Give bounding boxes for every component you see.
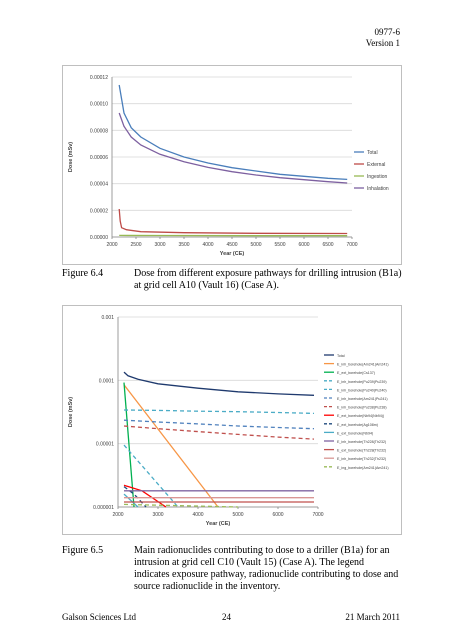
legend-label: Total <box>337 354 345 358</box>
legend-label: Ingestion <box>367 174 388 180</box>
legend-label: E_inh_borehole(Pu239(Pu239) <box>337 379 387 384</box>
x-tick-label: 7000 <box>312 512 324 518</box>
y-tick-label: 0.00008 <box>89 128 108 135</box>
y-tick-label: 0.00004 <box>89 181 108 188</box>
caption-number: Figure 6.4 <box>62 268 104 279</box>
footer-company: Galson Sciences Ltd <box>62 612 136 622</box>
legend-label: E_ing_borehole(Am241(Am241) <box>337 465 389 470</box>
figure-6-4-caption <box>62 268 402 296</box>
legend-label: E_inh_borehole(Am241(Pu241) <box>337 397 388 401</box>
legend-label: E_ext_borehole(Nb94(Nb94)) <box>337 414 385 419</box>
x-tick-label: 5500 <box>274 242 286 248</box>
legend-label: E_inh_borehole(Th228(Th232) <box>337 440 387 444</box>
pathway-dose-chart <box>62 65 402 265</box>
y-tick-label: 0.00000 <box>89 235 108 241</box>
x-tick-label: 7000 <box>346 242 358 248</box>
legend-label: E_ext_borehole(Cs137) <box>337 371 375 376</box>
document-header <box>366 27 400 49</box>
chart-border <box>63 306 402 535</box>
caption-text: Main radionuclides contributing to dose to a driller (B1a) for an intrusion at grid cell C10 (Vault 15) (Case A). The legend indicates exposure pathway, radionuclide contributing to dose and source radionuclide in the inventory. <box>134 545 399 592</box>
y-tick-label: 0.0001 <box>98 378 114 385</box>
x-tick-label: 6000 <box>272 512 284 518</box>
chart-border <box>63 66 402 265</box>
x-tick-label: 2000 <box>106 242 118 248</box>
x-tick-label: 4000 <box>202 242 214 248</box>
x-tick-label: 6500 <box>322 242 334 248</box>
x-tick-label: 3000 <box>152 512 164 518</box>
y-tick-label: 0.00006 <box>89 155 108 161</box>
x-tick-label: 4500 <box>226 242 238 248</box>
radionuclide-dose-chart <box>62 305 402 535</box>
legend-label: E_inh_borehole(Pu238(Pu238) <box>337 405 387 410</box>
x-axis-title: Year (CE) <box>205 521 231 527</box>
y-tick-label: 0.00001 <box>95 441 114 448</box>
footer-date: 21 March 2011 <box>345 612 400 622</box>
legend-label: E_inh_borehole(Pu240(Pu240) <box>337 388 387 393</box>
x-tick-label: 6000 <box>298 242 310 248</box>
legend-label: E_ext_borehole(Ag108m) <box>337 422 378 427</box>
caption-text: Dose from different exposure pathways for drilling intrusion (B1a) at grid cell A10 (Vault 16) (Case A). <box>134 268 402 291</box>
legend-label: E_inh_borehole(Am241(Am241) <box>337 362 389 367</box>
x-tick-label: 3000 <box>154 242 166 248</box>
legend-label: E_ext_borehole(Nb94) <box>337 431 374 436</box>
y-tick-label: 0.00010 <box>89 101 108 108</box>
document-version: Version 1 <box>365 38 400 48</box>
figure-6-5-caption <box>62 545 402 595</box>
y-axis-title: Dose (mSv) <box>68 141 74 173</box>
legend-label: Inhalation <box>367 186 389 192</box>
x-tick-label: 2500 <box>130 242 142 248</box>
y-tick-label: 0.001 <box>101 315 114 321</box>
x-tick-label: 5000 <box>250 242 262 248</box>
y-tick-label: 0.00002 <box>89 208 108 215</box>
y-tick-label: 0.00012 <box>89 75 108 81</box>
x-axis-title: Year (CE) <box>219 251 245 257</box>
legend-label: E_inh_borehole(Th232(Th232) <box>337 457 387 462</box>
legend-label: Total <box>367 150 378 156</box>
y-axis-title: Dose (mSv) <box>68 396 74 428</box>
x-tick-label: 2000 <box>112 512 124 518</box>
y-tick-label: 0.000001 <box>93 505 114 511</box>
legend-label: External <box>367 162 386 168</box>
footer-page-number: 24 <box>222 612 231 622</box>
caption-number: Figure 6.5 <box>62 545 104 556</box>
x-tick-label: 4000 <box>192 512 204 518</box>
x-tick-label: 3500 <box>178 242 190 248</box>
legend-label: E_ext_borehole(Th228(Th232) <box>337 448 387 453</box>
document-number: 0977-6 <box>374 27 400 37</box>
x-tick-label: 5000 <box>232 512 244 518</box>
